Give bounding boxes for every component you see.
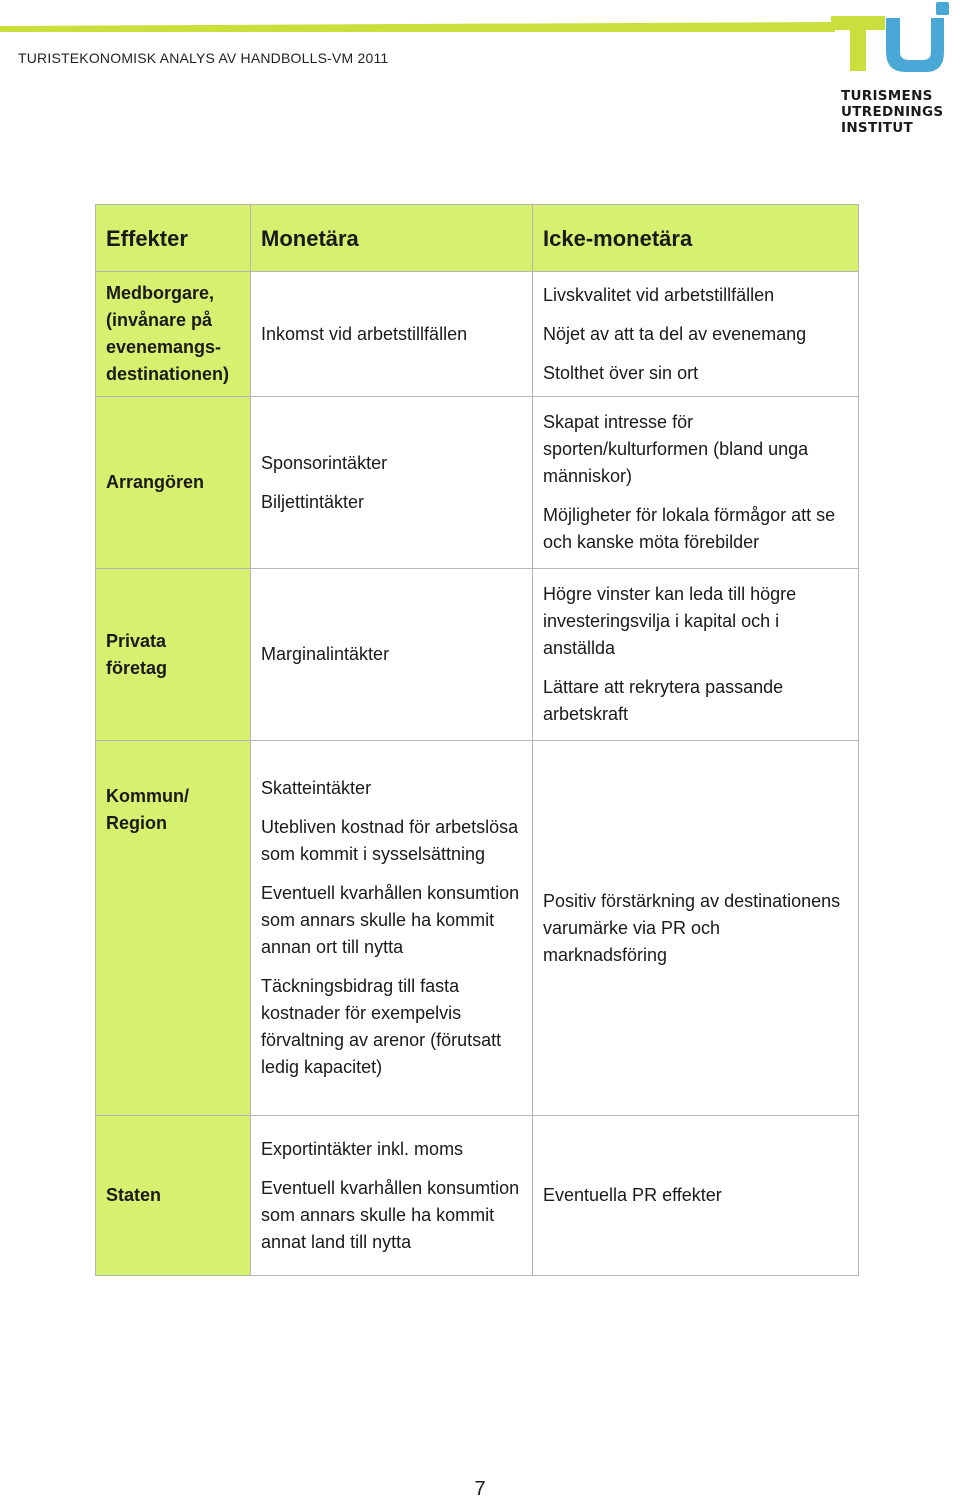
effects-table [95,204,859,1276]
table-row-arrangoren [96,397,859,569]
monetary-item: Skatteintäkter [261,778,372,798]
monetary-cell [251,569,533,741]
row-label-line: Staten [106,1185,162,1205]
nonmonetary-item: Högre vinster kan leda till högre investeringsvilja i kapital och i anställda [543,584,797,658]
monetary-item: Inkomst vid arbetstillfällen [261,323,468,344]
nonmonetary-cell [533,272,859,397]
monetary-item: Utebliven kostnad för arbetslösa som kommit i sysselsättning [261,817,519,864]
monetary-item: Marginalintäkter [261,644,390,664]
monetary-item: Eventuell kvarhållen konsumtion som annars skulle ha kommit annat land till nytta [261,1177,520,1252]
nonmonetary-cell [533,1116,859,1276]
row-label-cell [96,272,251,397]
nonmonetary-item: Livskvalitet vid arbetstillfällen [543,284,775,305]
logo-wordmark [841,88,943,136]
header-cell-icke-monetara: Icke-monetära [533,205,859,272]
monetary-cell [251,272,533,397]
row-label-line: företag [106,657,168,678]
page-number: 7 [474,1478,486,1500]
header-cell-monetara: Monetära [251,205,533,272]
logo-line: INSTITUT [841,120,914,136]
header-rule [0,22,835,32]
monetary-item: Exportintäkter inkl. moms [261,1138,464,1159]
monetary-cell [251,1116,533,1276]
nonmonetary-item: Stolthet över sin ort [543,362,699,383]
row-label-line: Privata [106,630,167,651]
logo-line: TURISMENS [841,88,933,104]
row-label-line: destinationen) [106,364,230,384]
nonmonetary-item: Eventuella PR effekter [543,1185,722,1205]
nonmonetary-item: Möjligheter för lokala förmågor att se och kanske möta förebilder [543,505,836,552]
table-header-row [96,205,859,272]
row-label-line: Kommun/ [106,786,189,806]
row-label-line: Region [106,813,167,833]
nonmonetary-item: Positiv förstärkning av destinationens varumärke via PR och marknadsföring [543,890,841,965]
row-label-line: Medborgare, [106,283,215,303]
nonmonetary-item: Lättare att rekrytera passande arbetskraft [543,677,784,724]
document-header-title: TURISTEKONOMISK ANALYS AV HANDBOLLS-VM 2011 [18,50,389,66]
row-label-line: (invånare på [106,310,213,330]
monetary-item: Eventuell kvarhållen konsumtion som annars skulle ha kommit annan ort till nytta [261,883,520,957]
monetary-cell [251,741,533,1116]
nonmonetary-cell [533,397,859,569]
row-label-cell [96,741,251,1116]
logo-line: UTREDNINGS [841,104,944,120]
nonmonetary-cell [533,569,859,741]
table-row-privata-foretag [96,569,859,741]
nonmonetary-item: Skapat intresse för sporten/kulturformen (bland unga människor) [543,412,809,486]
row-label-line: evenemangs- [106,337,222,357]
row-label-line: Arrangören [106,472,205,492]
table-row-kommun-region [96,741,859,1116]
nonmonetary-item: Nöjet av att ta del av evenemang [543,323,807,344]
monetary-item: Biljettintäkter [261,491,365,512]
row-label-cell [96,397,251,569]
table-row-staten [96,1116,859,1276]
table-row-medborgare [96,272,859,397]
monetary-item: Täckningsbidrag till fasta kostnader för exempelvis förvaltning av arenor (förutsatt ledig kapacitet) [261,976,502,1077]
row-label-cell [96,1116,251,1276]
row-label-cell [96,569,251,741]
header-cell-effekter: Effekter [96,205,251,272]
monetary-item: Sponsorintäkter [261,452,388,473]
nonmonetary-cell [533,741,859,1116]
monetary-cell [251,397,533,569]
